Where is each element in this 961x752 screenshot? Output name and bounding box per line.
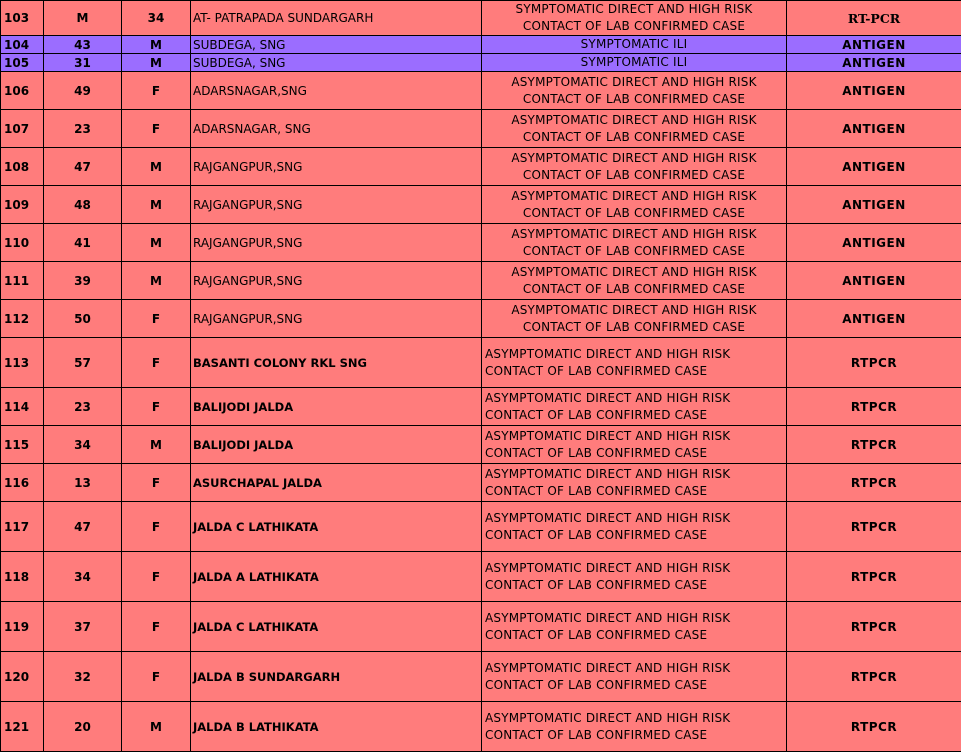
category-line-1: SYMPTOMATIC ILI	[482, 54, 786, 71]
col2-cell: 47	[44, 502, 122, 552]
table-row	[1, 388, 961, 426]
col3-cell: F	[122, 652, 191, 702]
category-cell	[482, 54, 787, 72]
category-line-1: ASYMPTOMATIC DIRECT AND HIGH RISK	[482, 264, 786, 281]
address-cell: JALDA C LATHIKATA	[191, 502, 482, 552]
category-line-1: ASYMPTOMATIC DIRECT AND HIGH RISK	[485, 560, 786, 577]
table-row	[1, 262, 961, 300]
category-line-1: ASYMPTOMATIC DIRECT AND HIGH RISK	[485, 660, 786, 677]
category-line-1: ASYMPTOMATIC DIRECT AND HIGH RISK	[482, 188, 786, 205]
col3-cell: M	[122, 224, 191, 262]
category-cell	[482, 186, 787, 224]
serial-cell: 104	[1, 36, 44, 54]
category-line-2: CONTACT OF LAB CONFIRMED CASE	[482, 281, 786, 298]
category-cell	[482, 110, 787, 148]
category-line-1: ASYMPTOMATIC DIRECT AND HIGH RISK	[482, 302, 786, 319]
serial-cell: 112	[1, 300, 44, 338]
serial-cell: 103	[1, 1, 44, 36]
address-cell: RAJGANGPUR,SNG	[191, 262, 482, 300]
table-row	[1, 338, 961, 388]
test-type-cell: ANTIGEN	[787, 72, 961, 110]
col2-cell: 23	[44, 110, 122, 148]
test-type-cell: RTPCR	[787, 552, 961, 602]
col3-cell: M	[122, 426, 191, 464]
address-cell: JALDA A LATHIKATA	[191, 552, 482, 602]
category-line-2: CONTACT OF LAB CONFIRMED CASE	[485, 677, 786, 694]
category-line-1: ASYMPTOMATIC DIRECT AND HIGH RISK	[485, 610, 786, 627]
table-row	[1, 72, 961, 110]
serial-cell: 114	[1, 388, 44, 426]
category-line-2: CONTACT OF LAB CONFIRMED CASE	[482, 167, 786, 184]
test-type-cell: ANTIGEN	[787, 54, 961, 72]
category-line-1: ASYMPTOMATIC DIRECT AND HIGH RISK	[482, 150, 786, 167]
address-cell: JALDA B SUNDARGARH	[191, 652, 482, 702]
category-cell	[482, 72, 787, 110]
category-line-2: CONTACT OF LAB CONFIRMED CASE	[482, 243, 786, 260]
col3-cell: F	[122, 300, 191, 338]
table-row	[1, 36, 961, 54]
table-row	[1, 702, 961, 752]
serial-cell: 109	[1, 186, 44, 224]
category-cell	[482, 426, 787, 464]
col2-cell: 37	[44, 602, 122, 652]
col3-cell: F	[122, 602, 191, 652]
serial-cell: 119	[1, 602, 44, 652]
address-cell: BALIJODI JALDA	[191, 388, 482, 426]
table-row	[1, 652, 961, 702]
serial-cell: 113	[1, 338, 44, 388]
address-cell: BALIJODI JALDA	[191, 426, 482, 464]
test-type-cell: ANTIGEN	[787, 224, 961, 262]
col2-cell: 47	[44, 148, 122, 186]
test-type-cell: RTPCR	[787, 388, 961, 426]
col3-cell: F	[122, 552, 191, 602]
category-line-2: CONTACT OF LAB CONFIRMED CASE	[482, 205, 786, 222]
test-type-cell: RTPCR	[787, 652, 961, 702]
col2-cell: 23	[44, 388, 122, 426]
category-cell	[482, 602, 787, 652]
category-cell	[482, 388, 787, 426]
table-row	[1, 148, 961, 186]
address-cell: ASURCHAPAL JALDA	[191, 464, 482, 502]
address-cell: SUBDEGA, SNG	[191, 36, 482, 54]
serial-cell: 120	[1, 652, 44, 702]
test-type-cell: RTPCR	[787, 338, 961, 388]
address-cell: SUBDEGA, SNG	[191, 54, 482, 72]
serial-cell: 111	[1, 262, 44, 300]
col2-cell: 34	[44, 552, 122, 602]
col2-cell: 57	[44, 338, 122, 388]
category-line-2: CONTACT OF LAB CONFIRMED CASE	[482, 18, 786, 35]
test-type-cell: ANTIGEN	[787, 186, 961, 224]
category-line-1: ASYMPTOMATIC DIRECT AND HIGH RISK	[485, 510, 786, 527]
category-line-1: ASYMPTOMATIC DIRECT AND HIGH RISK	[485, 710, 786, 727]
category-line-2: CONTACT OF LAB CONFIRMED CASE	[485, 445, 786, 462]
category-line-2: CONTACT OF LAB CONFIRMED CASE	[485, 577, 786, 594]
table-row	[1, 1, 961, 36]
col2-cell: 43	[44, 36, 122, 54]
address-cell: BASANTI COLONY RKL SNG	[191, 338, 482, 388]
col2-cell: 48	[44, 186, 122, 224]
category-line-2: CONTACT OF LAB CONFIRMED CASE	[485, 407, 786, 424]
col2-cell: 32	[44, 652, 122, 702]
table-row	[1, 186, 961, 224]
address-cell: RAJGANGPUR,SNG	[191, 224, 482, 262]
table-row	[1, 552, 961, 602]
col3-cell: F	[122, 464, 191, 502]
category-line-2: CONTACT OF LAB CONFIRMED CASE	[485, 483, 786, 500]
category-cell	[482, 502, 787, 552]
test-type-cell: ANTIGEN	[787, 148, 961, 186]
col2-cell: 49	[44, 72, 122, 110]
category-cell	[482, 148, 787, 186]
col2-cell: M	[44, 1, 122, 36]
col2-cell: 41	[44, 224, 122, 262]
serial-cell: 121	[1, 702, 44, 752]
address-cell: RAJGANGPUR,SNG	[191, 300, 482, 338]
table-row	[1, 602, 961, 652]
category-cell	[482, 262, 787, 300]
category-cell	[482, 464, 787, 502]
test-type-cell: RTPCR	[787, 602, 961, 652]
category-line-2: CONTACT OF LAB CONFIRMED CASE	[482, 91, 786, 108]
col3-cell: 34	[122, 1, 191, 36]
col2-cell: 34	[44, 426, 122, 464]
col3-cell: F	[122, 502, 191, 552]
col3-cell: F	[122, 72, 191, 110]
address-cell: JALDA B LATHIKATA	[191, 702, 482, 752]
category-line-2: CONTACT OF LAB CONFIRMED CASE	[485, 627, 786, 644]
table-row	[1, 54, 961, 72]
col2-cell: 39	[44, 262, 122, 300]
category-cell	[482, 1, 787, 36]
address-cell: AT- PATRAPADA SUNDARGARH	[191, 1, 482, 36]
serial-cell: 115	[1, 426, 44, 464]
category-line-1: ASYMPTOMATIC DIRECT AND HIGH RISK	[485, 346, 786, 363]
category-line-1: ASYMPTOMATIC DIRECT AND HIGH RISK	[482, 226, 786, 243]
table-body	[1, 1, 961, 752]
category-cell	[482, 652, 787, 702]
address-cell: JALDA C LATHIKATA	[191, 602, 482, 652]
col2-cell: 31	[44, 54, 122, 72]
category-cell	[482, 224, 787, 262]
col3-cell: M	[122, 36, 191, 54]
category-line-2: CONTACT OF LAB CONFIRMED CASE	[485, 727, 786, 744]
category-cell	[482, 702, 787, 752]
serial-cell: 105	[1, 54, 44, 72]
address-cell: ADARSNAGAR, SNG	[191, 110, 482, 148]
category-line-1: ASYMPTOMATIC DIRECT AND HIGH RISK	[482, 112, 786, 129]
category-cell	[482, 300, 787, 338]
address-cell: RAJGANGPUR,SNG	[191, 148, 482, 186]
col3-cell: M	[122, 148, 191, 186]
test-type-cell: ANTIGEN	[787, 36, 961, 54]
serial-cell: 118	[1, 552, 44, 602]
table-row	[1, 224, 961, 262]
col3-cell: M	[122, 186, 191, 224]
col3-cell: F	[122, 338, 191, 388]
test-type-cell: ANTIGEN	[787, 300, 961, 338]
col3-cell: M	[122, 702, 191, 752]
category-line-2: CONTACT OF LAB CONFIRMED CASE	[485, 527, 786, 544]
category-line-2: CONTACT OF LAB CONFIRMED CASE	[482, 319, 786, 336]
serial-cell: 116	[1, 464, 44, 502]
serial-cell: 108	[1, 148, 44, 186]
col3-cell: F	[122, 388, 191, 426]
table-row	[1, 502, 961, 552]
col3-cell: M	[122, 262, 191, 300]
category-line-1: SYMPTOMATIC ILI	[482, 36, 786, 53]
category-line-1: ASYMPTOMATIC DIRECT AND HIGH RISK	[485, 428, 786, 445]
category-line-1: ASYMPTOMATIC DIRECT AND HIGH RISK	[482, 74, 786, 91]
test-type-cell: RT-PCR	[787, 1, 961, 36]
category-line-1: ASYMPTOMATIC DIRECT AND HIGH RISK	[485, 390, 786, 407]
category-cell	[482, 36, 787, 54]
category-line-1: ASYMPTOMATIC DIRECT AND HIGH RISK	[485, 466, 786, 483]
test-type-cell: ANTIGEN	[787, 262, 961, 300]
table-row	[1, 464, 961, 502]
serial-cell: 106	[1, 72, 44, 110]
category-cell	[482, 552, 787, 602]
test-type-cell: RTPCR	[787, 502, 961, 552]
col2-cell: 20	[44, 702, 122, 752]
col2-cell: 13	[44, 464, 122, 502]
category-line-2: CONTACT OF LAB CONFIRMED CASE	[485, 363, 786, 380]
serial-cell: 107	[1, 110, 44, 148]
category-cell	[482, 338, 787, 388]
serial-cell: 117	[1, 502, 44, 552]
category-line-2: CONTACT OF LAB CONFIRMED CASE	[482, 129, 786, 146]
category-line-1: SYMPTOMATIC DIRECT AND HIGH RISK	[482, 1, 786, 18]
address-cell: ADARSNAGAR,SNG	[191, 72, 482, 110]
table-row	[1, 110, 961, 148]
test-type-cell: RTPCR	[787, 464, 961, 502]
test-type-cell: ANTIGEN	[787, 110, 961, 148]
col3-cell: M	[122, 54, 191, 72]
table-row	[1, 300, 961, 338]
test-type-cell: RTPCR	[787, 702, 961, 752]
test-type-cell: RTPCR	[787, 426, 961, 464]
table-row	[1, 426, 961, 464]
col3-cell: F	[122, 110, 191, 148]
address-cell: RAJGANGPUR,SNG	[191, 186, 482, 224]
col2-cell: 50	[44, 300, 122, 338]
serial-cell: 110	[1, 224, 44, 262]
